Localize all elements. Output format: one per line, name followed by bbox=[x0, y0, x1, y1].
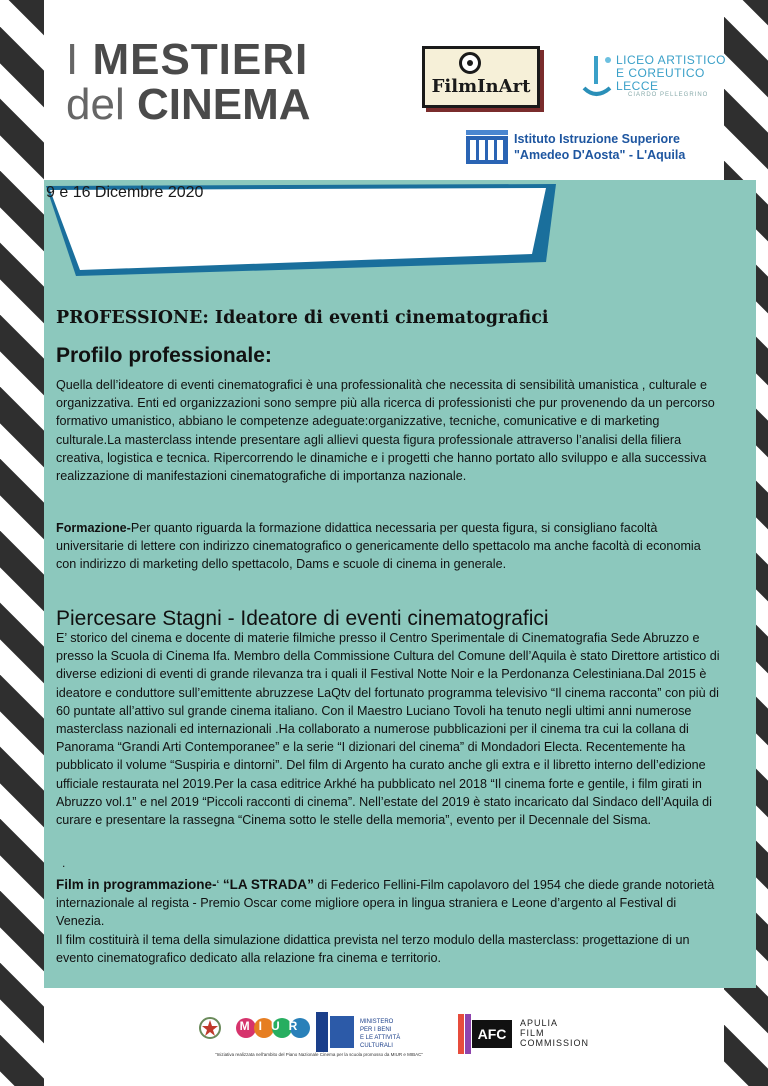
liceo-logo-text bbox=[616, 54, 726, 93]
filminart-logo bbox=[422, 46, 540, 108]
profilo-heading: Profilo professionale: bbox=[56, 344, 272, 367]
formazione-paragraph bbox=[56, 519, 716, 574]
film-paragraph bbox=[56, 876, 724, 967]
stray-dot: . bbox=[62, 856, 66, 870]
title-line-1 bbox=[66, 35, 311, 84]
poster-title bbox=[66, 35, 311, 129]
left-film-stripes bbox=[0, 0, 44, 1086]
stagni-bio-text: E’ storico del cinema e docente di materie filmiche presso il Centro Sperimentale di Cinematografia Sede Abruzzo e presso la Scuola di Cinema Ifa. Membro della Commissione Cultura del Comune dell’Aquila è stato Direttore artistico di diverse edizioni di eventi di grande rilevanza tra i quali il Festival Notte Noir e la Perdonanza Celestiniana.Dal 2015 è ideatore e conduttore sull’emittente abruzzese LaQtv del fortunato programma televisivo “Il cinema racconta” con più di 60 puntate all’attivo sul grande cinema italiano. Con il Maestro Luciano Tovoli ha tenuto negli ultimi anni numerose masterclass nazionali ed internazionali .Ha collaborato a numerose pubblicazioni per il cinema tra cui la collana di Panorama “Grandi Arti Contemporanee” e la serie “I dizionari del cinema” di Mondadori Electa. Recentemente ha pubblicato il volume “Suspiria e dintorni”. Del film di Argento ha curato anche gli extra e il libretto interno dell’edizione ufficiale restaurata nel 2019.Per la casa editrice Arkhé ha pubblicato nel 2018 “Il cinema forte e gentile, i film girati in Abruzzo vol.1” e nel 2019 “Piccoli racconti di cinema”. Nell’estate del 2019 è stato incaricato dal Sindaco dell’Aquila di curare e presentare la rassegna “Cinema sotto le stelle della memoria”, evento per il Decennale del Sisma. bbox=[56, 631, 720, 828]
istituto-logo-text bbox=[514, 131, 685, 163]
mibac-mark-icon bbox=[316, 1012, 356, 1052]
title-word-mestieri: MESTIERI bbox=[92, 35, 309, 84]
filminart-logo-text: FilmInArt bbox=[431, 76, 531, 97]
film-title: “LA STRADA” bbox=[222, 877, 314, 892]
afc-line-2: FILM bbox=[520, 1028, 545, 1038]
liceo-logo-subtext: CIARDO PELLEGRINO bbox=[628, 92, 709, 98]
liceo-line-2: E COREUTICO bbox=[616, 66, 705, 80]
mibac-line-4: CULTURALI bbox=[360, 1043, 393, 1049]
istituto-line-1: Istituto Istruzione Superiore bbox=[514, 132, 680, 146]
stagni-heading: Piercesare Stagni - Ideatore di eventi cinematografici bbox=[56, 607, 549, 630]
film-didactic-note: Il film costituirà il tema della simulazione didattica prevista nel terzo modulo della masterclass: progettazione di un evento cinematografico dedicato alla relazione fra cinema e territorio. bbox=[56, 932, 690, 965]
mibac-line-1: MINISTERO bbox=[360, 1019, 394, 1025]
miur-logo-text: MIUR bbox=[239, 1019, 307, 1033]
film-quote-mark: ‘ bbox=[216, 878, 223, 892]
liceo-line-1: LICEO ARTISTICO bbox=[616, 53, 726, 67]
mibac-line-2: PER I BENI bbox=[360, 1027, 392, 1033]
formazione-label: Formazione- bbox=[56, 521, 131, 535]
title-prefix-2: del bbox=[66, 80, 137, 129]
film-description: di Federico Fellini-Film capolavoro del 1954 che diede grande notorietà internazionale al regista - Premio Oscar come migliore opera in lingua straniera e Leone d’argento al Festival di Venezia. bbox=[56, 878, 715, 929]
title-prefix-1: I bbox=[66, 35, 93, 84]
mibac-text bbox=[360, 1018, 400, 1050]
italian-emblem-icon bbox=[198, 1016, 222, 1042]
title-word-cinema: CINEMA bbox=[136, 80, 311, 129]
footer-logos bbox=[0, 1000, 768, 1086]
building-icon bbox=[466, 130, 508, 164]
liceo-mark-icon bbox=[582, 54, 614, 100]
liceo-artistico-logo bbox=[582, 54, 732, 104]
mibac-line-3: E LE ATTIVITÀ bbox=[360, 1035, 401, 1041]
title-line-2 bbox=[66, 82, 311, 128]
istituto-logo bbox=[466, 128, 686, 168]
afc-text bbox=[520, 1018, 589, 1048]
liceo-line-3: LECCE bbox=[616, 79, 659, 93]
footer-caption: "Iniziativa realizzata nell'ambito del Piano Nazionale Cinema per la scuola promosso da MIUR e MIBAC" bbox=[215, 1052, 423, 1057]
event-date: 9 e 16 Dicembre 2020 bbox=[46, 184, 204, 201]
film-reel-icon bbox=[459, 52, 481, 74]
afc-box-text: AFC bbox=[472, 1020, 512, 1048]
formazione-text: Per quanto riguarda la formazione didattica necessaria per questa figura, si consigliano facoltà universitarie di lettere con indirizzo cinematografico o genericamente dello spettacolo ma anche facoltà di economia con indirizzo di marketing dello spettacolo, Dams e scuole di cinema in generale. bbox=[56, 521, 701, 572]
profilo-text: Quella dell’ideatore di eventi cinematografici è una professionalità che necessita di sensibilità umanistica , culturale e organizzativa. Enti ed organizzazioni sono sempre più alla ricerca di professionisti che pur provenendo da un percorso formativo umanistico, abbiano le competenze adeguate:organizzative, tecniche, comunicative e di marketing culturale.La masterclass intende presentare agli allievi questa figura professionale attraverso l’analisi della filiera creativa, logistica e tecnica. Ripercorrendo le dinamiche e i progetti che hanno portato allo sviluppo e alla successiva realizzazione di manifestazioni cinematografiche di importanza nazionale. bbox=[56, 378, 715, 484]
mibac-logo bbox=[316, 1012, 406, 1052]
profession-heading: PROFESSIONE: Ideatore di eventi cinematografici bbox=[56, 308, 549, 328]
afc-line-1: APULIA bbox=[520, 1018, 559, 1028]
film-label: Film in programmazione- bbox=[56, 877, 217, 892]
content-panel bbox=[44, 180, 756, 988]
apulia-film-commission-logo bbox=[458, 1014, 590, 1054]
afc-line-3: COMMISSION bbox=[520, 1038, 590, 1048]
istituto-line-2: "Amedeo D'Aosta" - L'Aquila bbox=[514, 148, 686, 162]
